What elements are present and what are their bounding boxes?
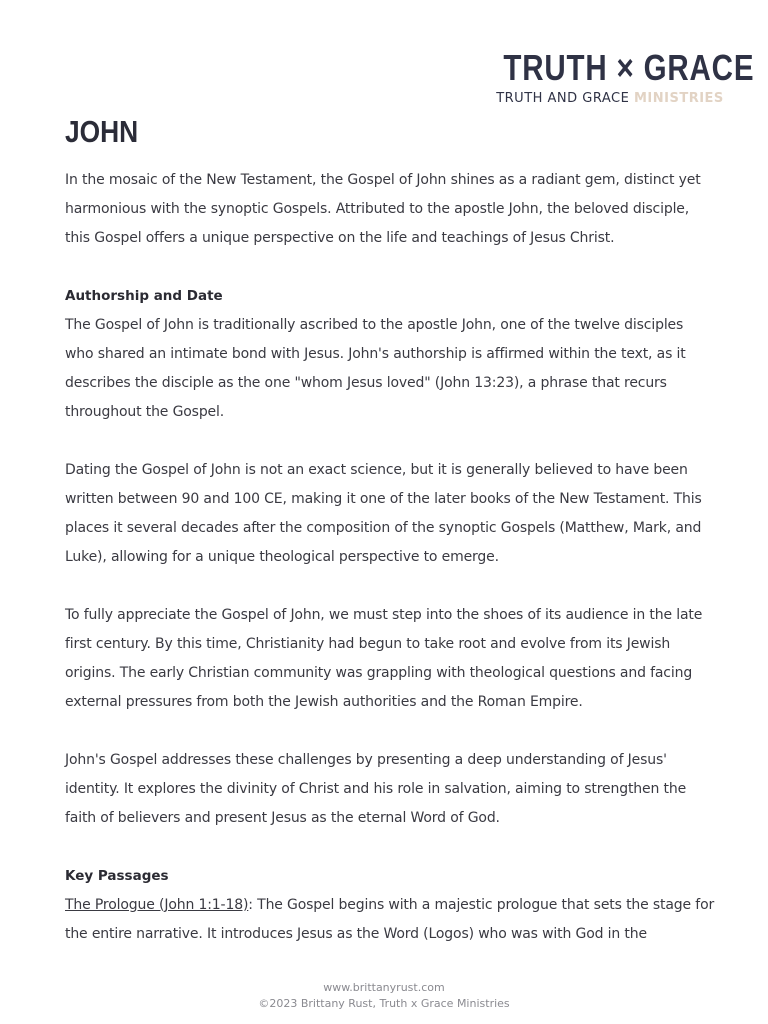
ministry-logo (480, 47, 755, 106)
key-passage-paragraph (65, 891, 715, 949)
intro-paragraph: In the mosaic of the New Testament, the Gospel of John shines as a radiant gem, distinct yet harmonious with the synoptic Gospels. Attributed to the apostle John, the beloved disciple, this Gospel offers a unique perspective on the life and teachings of Jesus Christ. (65, 172, 701, 246)
prologue-text: : The Gospel begins with a majestic prologue that sets the stage for the entire narrative. It introduces Jesus as the Word (Logos) who was with God in the (65, 897, 715, 942)
authorship-paragraph-4: John's Gospel addresses these challenges by presenting a deep understanding of Jesus' identity. It explores the divinity of Christ and his role in salvation, aiming to strengthen the faith of believers and present Jesus as the eternal Word of God. (65, 752, 687, 826)
authorship-paragraph-1: The Gospel of John is traditionally ascribed to the apostle John, one of the twelve disciples who shared an intimate bond with Jesus. John's authorship is affirmed within the text, as it describes the disciple as the one "whom Jesus loved" (John 13:23), a phrase that recurs throughout the Gospel. (65, 317, 686, 420)
authorship-paragraph-3: To fully appreciate the Gospel of John, we must step into the shoes of its audience in the late first century. By this time, Christianity had begun to take root and evolve from its Jewish origins. The early Christian community was grappling with theological questions and facing external pressures from both the Jewish authorities and the Roman Empire. (65, 607, 703, 710)
prologue-link[interactable]: The Prologue (John 1:1-18) (65, 897, 249, 913)
logo-tagline (480, 91, 740, 106)
page-footer (0, 980, 768, 1012)
document-body (65, 114, 715, 949)
section-heading-authorship: Authorship and Date (65, 288, 223, 304)
footer-url[interactable]: www.brittanyrust.com (323, 981, 445, 994)
page-title: JOHN (65, 114, 139, 149)
footer-copyright: ©2023 Brittany Rust, Truth x Grace Ministries (258, 997, 510, 1010)
logo-wordmark: TRUTH × GRACE (503, 47, 755, 88)
authorship-paragraph-2: Dating the Gospel of John is not an exact science, but it is generally believed to have been written between 90 and 100 CE, making it one of the later books of the New Testament. This places it several decades after the composition of the synoptic Gospels (Matthew, Mark, and Luke), allowing for a unique theological perspective to emerge. (65, 462, 702, 565)
logo-tagline-dark: TRUTH AND GRACE (496, 91, 634, 106)
logo-tagline-light: MINISTRIES (633, 91, 724, 106)
section-heading-key-passages: Key Passages (65, 868, 169, 884)
